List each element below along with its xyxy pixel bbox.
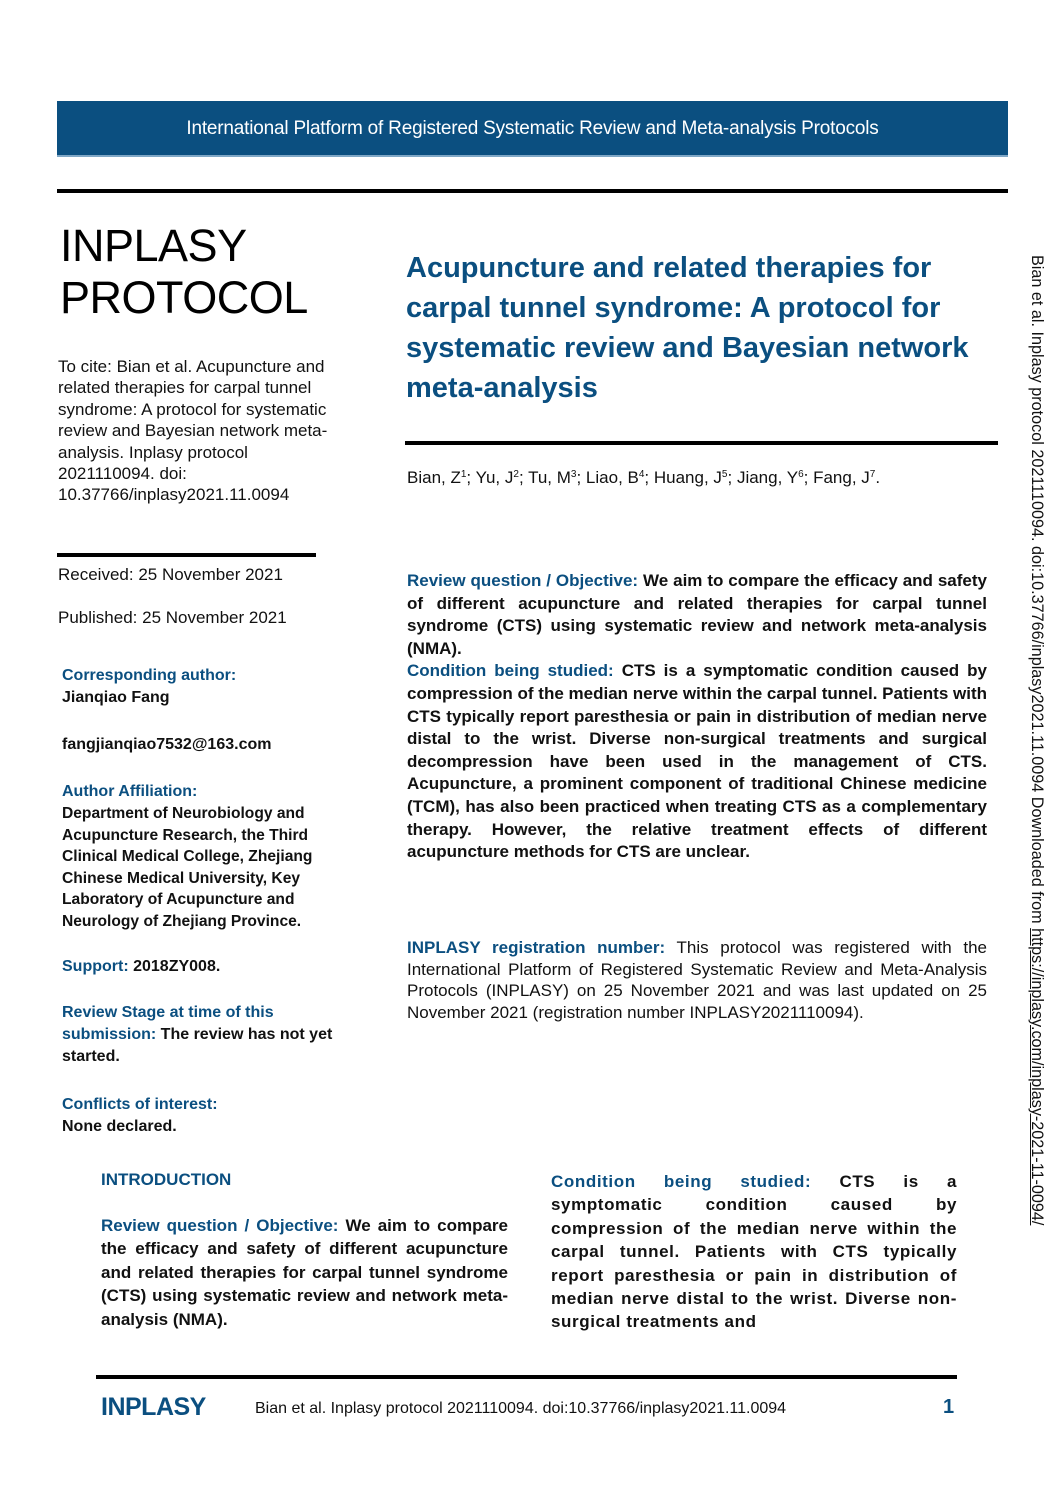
author-list: [407, 468, 880, 488]
banner-text: International Platform of Registered Systematic Review and Meta-analysis Protocols: [186, 117, 879, 139]
protocol-brand: [60, 220, 308, 324]
citation: To cite: Bian et al. Acupuncture and related therapies for carpal tunnel syndrome: A protocol for systematic review and Bayesian network meta-analysis. Inplasy protocol 2021110094. doi: 10.37766/inplasy2021.11.0094: [58, 357, 328, 505]
condition-label: Condition being studied:: [407, 661, 614, 681]
title-rule: [405, 441, 998, 445]
intro-objective-label: Review question / Objective:: [101, 1216, 339, 1235]
published-date: Published: 25 November 2021: [58, 608, 287, 627]
review-stage: [62, 1002, 352, 1068]
footer-brand: INPLASY: [101, 1393, 206, 1421]
footer-rule: [96, 1375, 957, 1379]
conflicts: [62, 1094, 352, 1138]
corresponding-name: Jianqiao Fang: [62, 689, 170, 706]
abstract: [407, 570, 987, 864]
support: [62, 956, 352, 978]
author-affiliation: [62, 781, 352, 932]
header-banner: [57, 101, 1008, 156]
top-rule: [57, 189, 1008, 193]
sidebar-text: Bian et al. Inplasy protocol 2021110094. doi:10.37766/inplasy2021.11.0094 Downloaded from: [1028, 255, 1046, 929]
corresponding-label: Corresponding author:: [62, 667, 237, 684]
received-date: Received: 25 November 2021: [58, 565, 283, 584]
author: Liao, $B^4$;: [585, 468, 654, 487]
introduction-heading: INTRODUCTION: [101, 1170, 232, 1189]
registration-label: INPLASY registration number:: [407, 938, 666, 957]
brand-line-2: PROTOCOL: [60, 272, 308, 323]
corresponding-email[interactable]: fangjianqiao7532@163.com: [62, 736, 272, 753]
introduction-condition: [551, 1170, 957, 1334]
banner-underline: [57, 155, 1008, 157]
conflicts-text: None declared.: [62, 1118, 177, 1135]
objective-text: We aim to compare the efficacy and safety of different acupuncture and related therapies for carpal tunnel syndrome (CTS) using systematic review and network meta-analysis (NMA).: [407, 571, 987, 658]
author: Jiang, $Y^6$;: [736, 468, 814, 487]
objective-label: Review question / Objective:: [407, 571, 639, 590]
author: Fang, $J^7$.: [813, 468, 881, 487]
author: Huang, $J^5$;: [653, 468, 737, 487]
registration: [407, 937, 987, 1023]
affiliation-label: Author Affiliation:: [62, 783, 198, 800]
author: Tu, $M^3$;: [528, 468, 586, 487]
introduction-objective: [101, 1214, 508, 1331]
corresponding-author: [62, 665, 352, 709]
intro-condition-label: Condition being studied:: [551, 1172, 812, 1191]
support-label: Support:: [62, 958, 129, 975]
left-rule: [57, 553, 316, 557]
brand-line-1: INPLASY: [60, 220, 247, 271]
review-stage-label: Review Stage at time of this submission:: [62, 1004, 274, 1043]
intro-condition-text: CTS is a symptomatic condition caused by compression of the median nerve within the carpal tunnel. Patients with CTS typically report paresthesia or pain in distribution of median nerve distal to the wrist. Diverse non-surgical treatments and: [551, 1172, 958, 1332]
footer-citation: Bian et al. Inplasy protocol 2021110094. doi:10.37766/inplasy2021.11.0094: [255, 1400, 787, 1417]
intro-objective-text: We aim to compare the efficacy and safety of different acupuncture and related therapies for carpal tunnel syndrome (CTS) using systematic review and network meta-analysis (NMA).: [101, 1216, 508, 1329]
conflicts-label: Conflicts of interest:: [62, 1096, 218, 1113]
condition-text: CTS is a symptomatic condition caused by compression of the median nerve within the carpal tunnel. Patients with CTS typically report paresthesia or pain in distribution of median nerve distal to the wrist. Diverse non-surgical treatments and surgical decompression have been used in the management of CTS. Acupuncture, a prominent component of traditional Chinese medicine (TCM), has also been practiced when treating CTS as a complementary therapy. However, the relative treatment effects of different acupuncture methods for CTS are unclear.: [407, 661, 987, 862]
review-stage-text: The review has not yet started.: [62, 1026, 333, 1065]
download-link[interactable]: https://inplasy.com/inplasy-2021-11-0094/: [1028, 928, 1046, 1226]
affiliation-text: Department of Neurobiology and Acupuncture Research, the Third Clinical Medical College, Zhejiang Chinese Medical University, Key Laboratory of Acupuncture and Neurology of Zhejiang Province.: [62, 805, 313, 930]
page-number: 1: [943, 1396, 955, 1418]
download-sidebar: [1027, 255, 1046, 1225]
author: Bian, $Z^1$;: [407, 468, 476, 487]
support-text: 2018ZY008.: [128, 958, 221, 975]
author: Yu, $J^2$;: [475, 468, 529, 487]
registration-text: This protocol was registered with the International Platform of Registered Systematic Review and Meta-Analysis Protocols (INPLASY) on 25 November 2021 and was last updated on 25 November 2021 (registration number INPLASY2021110094).: [407, 938, 987, 1022]
paper-title: Acupuncture and related therapies for carpal tunnel syndrome: A protocol for systematic review and Bayesian network meta-analysis: [406, 252, 969, 404]
